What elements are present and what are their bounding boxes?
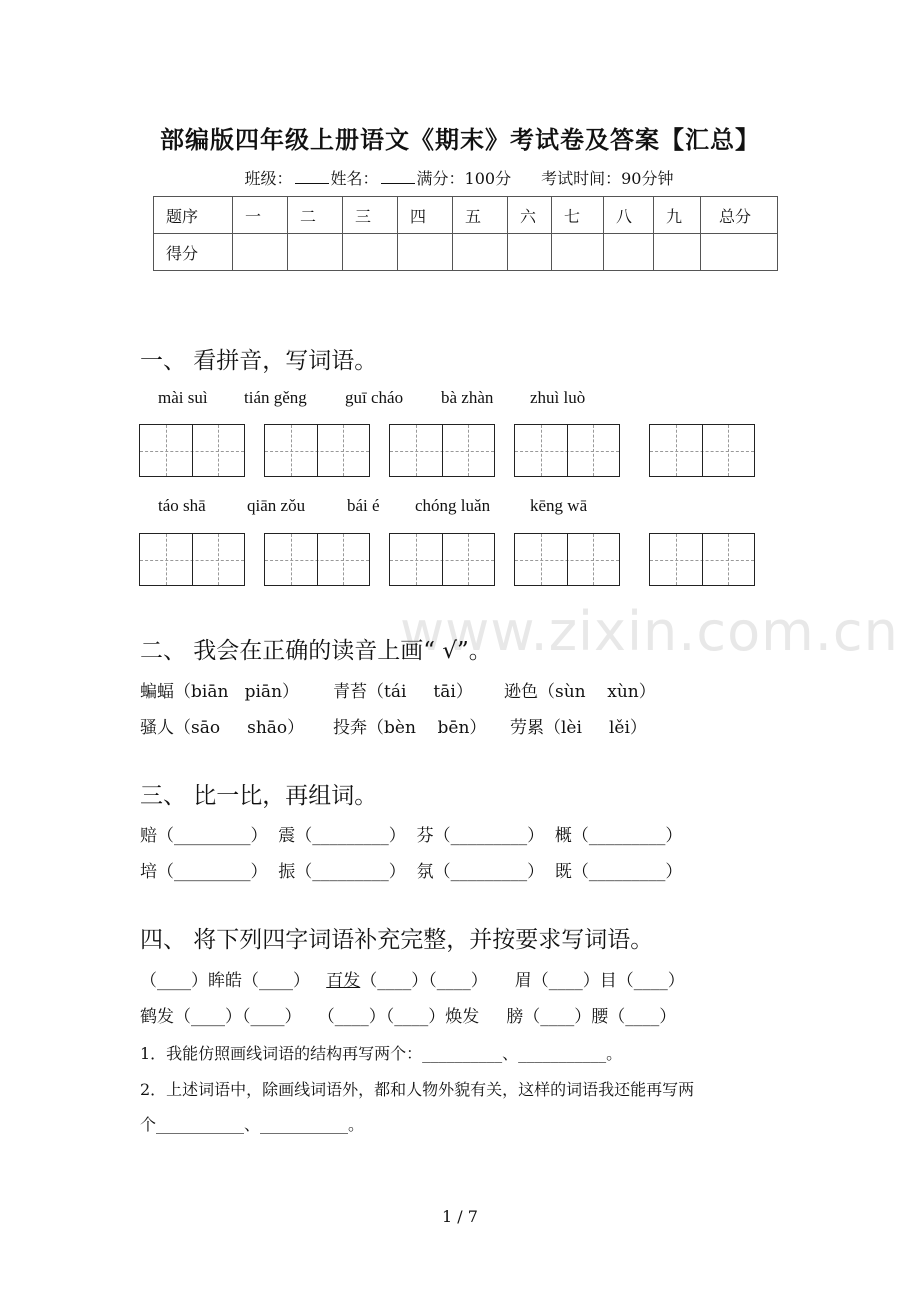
table-cell: 总分 <box>701 197 778 234</box>
pinyin-label: guī cháo <box>345 388 404 407</box>
score-cell[interactable] <box>343 234 398 271</box>
section-2-title: 二、 我会在正确的读音上画“ √”。 <box>140 638 492 664</box>
reading-choice[interactable]: 青苔（tái tāi） <box>333 682 473 702</box>
pinyin-label: táo shā <box>158 496 206 515</box>
score-cell[interactable] <box>654 234 701 271</box>
question-2[interactable]: 2．上述词语中，除画线词语外，都和人物外貌有关，这样的词语我还能再写两 <box>140 1080 695 1099</box>
pinyin-label: mài suì <box>158 388 208 407</box>
score-cell[interactable] <box>701 234 778 271</box>
reading-choice[interactable]: 投奔（bèn bēn） <box>333 718 487 738</box>
reading-choice[interactable]: 蝙蝠（biān piān） <box>140 682 300 702</box>
writing-grid[interactable] <box>389 533 495 586</box>
underlined-word: 百发 <box>326 971 361 991</box>
table-cell: 八 <box>604 197 654 234</box>
writing-grid[interactable] <box>389 424 495 477</box>
question-1[interactable]: 1．我能仿照画线词语的结构再写两个：__________、___________。 <box>140 1044 623 1063</box>
table-cell: 四 <box>398 197 453 234</box>
writing-grid[interactable] <box>514 533 620 586</box>
score-cell[interactable] <box>233 234 288 271</box>
pinyin-label: bà zhàn <box>441 388 494 407</box>
table-cell: 三 <box>343 197 398 234</box>
table-cell: 得分 <box>154 234 233 271</box>
class-label: 班级： <box>244 169 293 188</box>
table-cell: 题序 <box>154 197 233 234</box>
table-cell: 二 <box>288 197 343 234</box>
pinyin-label: zhuì luò <box>530 388 586 407</box>
pinyin-label: chóng luǎn <box>415 496 491 515</box>
score-cell[interactable] <box>508 234 552 271</box>
score-table-score-row <box>154 234 778 271</box>
name-label: 姓名： <box>330 169 379 188</box>
name-blank[interactable] <box>381 169 415 184</box>
watermark: www.zixin.com.cn <box>400 600 899 663</box>
section-4-title: 四、 将下列四字词语补充完整，并按要求写词语。 <box>140 927 654 953</box>
table-cell: 七 <box>552 197 604 234</box>
word-compare-line[interactable]: 培（_________） 振（_________） 氛（_________） 既（_________） <box>140 862 683 882</box>
idiom-part: （____）眸皓（____） <box>140 971 327 991</box>
pinyin-label: tián gěng <box>244 388 307 407</box>
reading-choice[interactable]: 逊色（sùn xùn） <box>504 682 656 702</box>
pinyin-label: qiān zǒu <box>247 496 306 515</box>
writing-grid[interactable] <box>264 424 370 477</box>
table-cell: 九 <box>654 197 701 234</box>
writing-grid[interactable] <box>264 533 370 586</box>
score-table <box>153 196 778 271</box>
score-cell[interactable] <box>604 234 654 271</box>
pinyin-label: kēng wā <box>530 496 588 515</box>
page-title: 部编版四年级上册语文《期末》考试卷及答案【汇总】 <box>160 125 760 154</box>
table-cell: 五 <box>453 197 508 234</box>
exam-info <box>0 166 920 189</box>
score-cell[interactable] <box>288 234 343 271</box>
exam-time: 考试时间：90分钟 <box>541 169 674 188</box>
table-cell: 一 <box>233 197 288 234</box>
writing-grid[interactable] <box>514 424 620 477</box>
idiom-line[interactable]: 鹤发（____）（____） （____）（____）焕发 膀（____）腰（____） <box>140 1007 677 1027</box>
reading-choice[interactable]: 劳累（lèi lěi） <box>510 718 647 738</box>
reading-choice[interactable]: 骚人（sāo shāo） <box>140 718 305 738</box>
score-cell[interactable] <box>552 234 604 271</box>
question-2-cont[interactable]: 个___________、___________。 <box>140 1115 365 1134</box>
writing-grid[interactable] <box>139 424 245 477</box>
page-number: 1 / 7 <box>442 1207 478 1226</box>
word-compare-line[interactable]: 赔（_________） 震（_________） 芬（_________） 概（_________） <box>140 826 683 846</box>
idiom-part: （____）（____） 眉（____）目（____） <box>360 971 685 991</box>
section-3-title: 三、 比一比，再组词。 <box>140 783 378 809</box>
score-cell[interactable] <box>453 234 508 271</box>
full-score: 满分：100分 <box>416 169 512 188</box>
class-blank[interactable] <box>295 169 329 184</box>
score-cell[interactable] <box>398 234 453 271</box>
idiom-line[interactable] <box>140 966 685 991</box>
writing-grid[interactable] <box>649 533 755 586</box>
section-1-title: 一、 看拼音，写词语。 <box>140 348 378 374</box>
score-table-header-row <box>154 197 778 234</box>
pinyin-label: bái é <box>347 496 380 515</box>
writing-grid[interactable] <box>649 424 755 477</box>
writing-grid[interactable] <box>139 533 245 586</box>
table-cell: 六 <box>508 197 552 234</box>
